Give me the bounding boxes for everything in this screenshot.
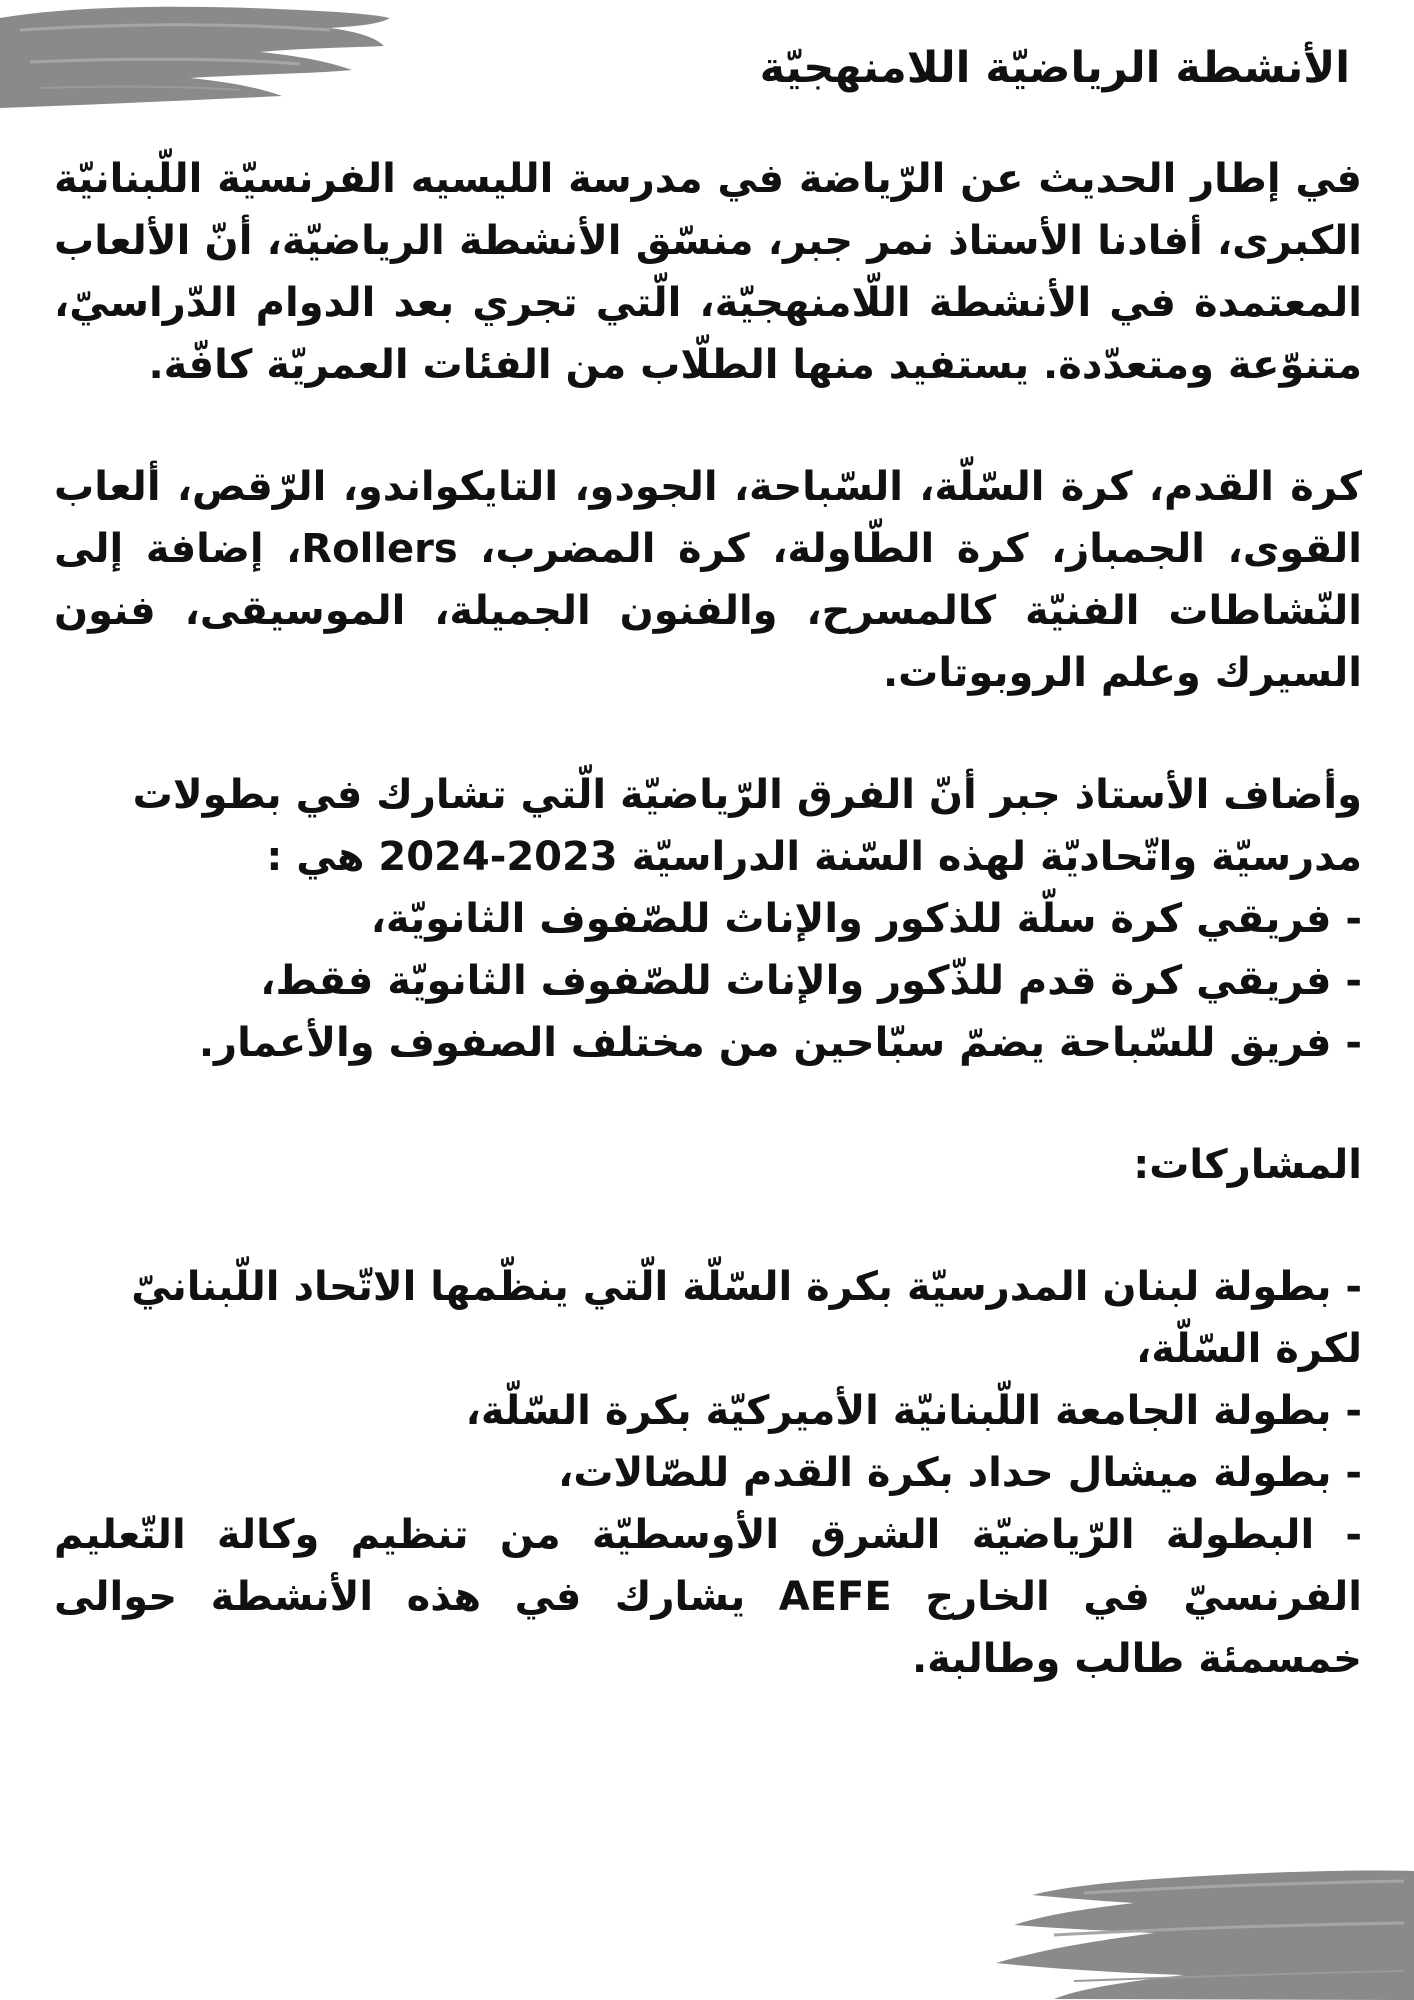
page-title: الأنشطة الرياضيّة اللامنهجيّة [759, 43, 1350, 93]
list-item: - بطولة لبنان المدرسيّة بكرة السّلّة الّتي ينظّمها الاتّحاد اللّبنانيّ لكرة السّلّة، [131, 1264, 1362, 1372]
intro-paragraph: في إطار الحديث عن الرّياضة في مدرسة الليسيه الفرنسيّة اللّبنانيّة الكبرى، أفادنا الأستاذ نمر جبر، منسّق الأنشطة الرياضيّة، أنّ الألعاب المعتمدة في الأنشطة اللّامنهجيّة، الّتي تجري بعد الدوام الدّراسيّ، متنوّعة ومتعدّدة. يستفيد منها الطلّاب من الفئات العمريّة كافّة. [54, 156, 1362, 388]
participations-heading: المشاركات: [1133, 1142, 1362, 1188]
list-item: - البطولة الرّياضيّة الشرق الأوسطيّة من تنظيم وكالة التّعليم الفرنسيّ في الخارج AEFE يشارك في هذه الأنشطة حوالى خمسمئة طالب وطالبة. [54, 1512, 1362, 1682]
list-item: - بطولة الجامعة اللّبنانيّة الأميركيّة بكرة السّلّة، [465, 1388, 1362, 1434]
list-item: - بطولة ميشال حداد بكرة القدم للصّالات، [558, 1450, 1362, 1496]
brush-stroke-bottom [984, 1865, 1414, 2000]
teams-section [54, 764, 1362, 1074]
participations-section [54, 1256, 1362, 1690]
list-item: - فريقي كرة قدم للذّكور والإناث للصّفوف الثانويّة فقط، [260, 958, 1362, 1004]
list-item: - فريقي كرة سلّة للذكور والإناث للصّفوف الثانويّة، [370, 896, 1362, 942]
article [54, 30, 1362, 1750]
list-item: - فريق للسّباحة يضمّ سبّاحين من مختلف الصفوف والأعمار. [198, 1020, 1362, 1066]
activities-paragraph: كرة القدم، كرة السّلّة، السّباحة، الجودو، التايكواندو، الرّقص، ألعاب القوى، الجمباز، كرة الطّاولة، كرة المضرب، Rollers، إضافة إلى النّشاطات الفنيّة كالمسرح، والفنون الجميلة، الموسيقى، فنون السيرك وعلم الروبوتات. [54, 464, 1362, 696]
teams-intro: وأضاف الأستاذ جبر أنّ الفرق الرّياضيّة الّتي تشارك في بطولات مدرسيّة واتّحاديّة لهذه السّنة الدراسيّة 2023-2024 هي : [132, 772, 1362, 880]
